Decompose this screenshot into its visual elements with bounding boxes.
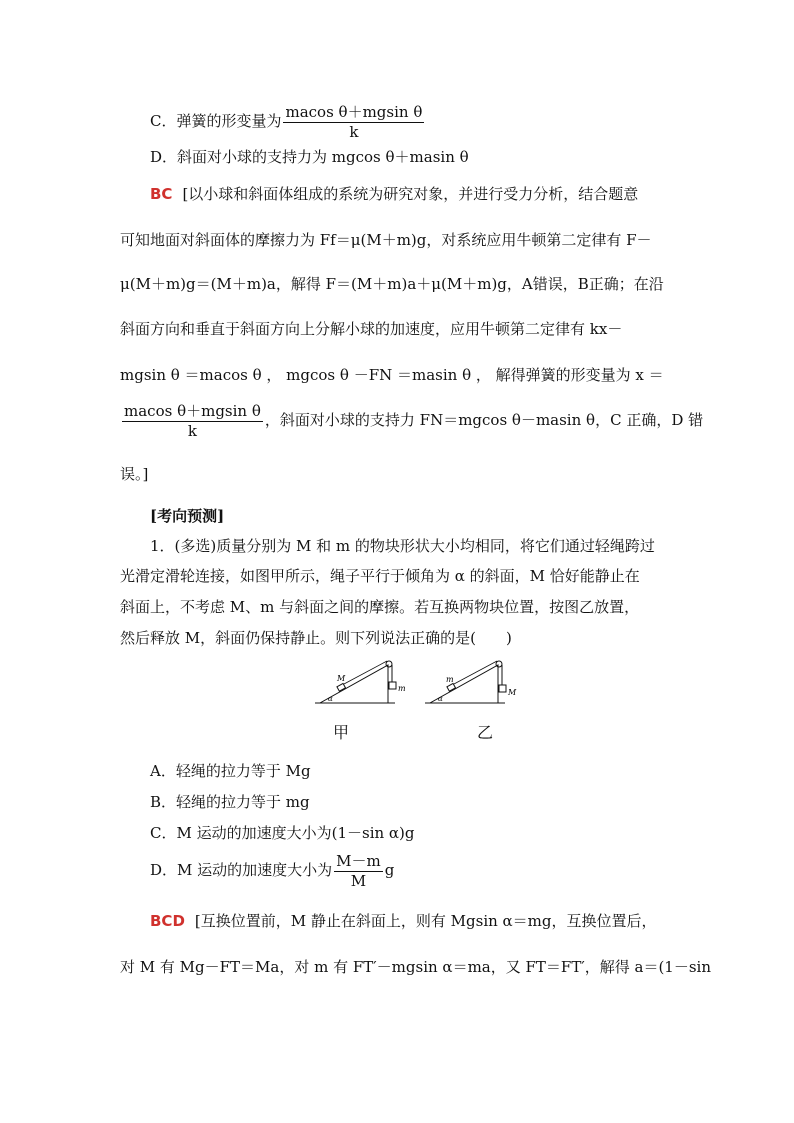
answer2-line-2: 对 M 有 Mg－FT＝Ma，对 m 有 FT′－mgsin α＝ma，又 FT＝FT′，解得 a＝(1－sin: [120, 958, 711, 976]
fraction: [283, 103, 424, 141]
option-c: C．M 运动的加速度大小为(1－sin α)g: [150, 824, 415, 842]
fraction-denominator: k: [349, 123, 359, 141]
answer-line-7: 误。]: [120, 465, 149, 483]
answer-key: BC: [150, 185, 173, 203]
option-b: B．轻绳的拉力等于 mg: [150, 793, 310, 811]
hanging-block: [389, 682, 396, 689]
figure-caption-left: 甲: [333, 723, 350, 742]
label-block-incline: m: [446, 675, 454, 684]
pulley: [496, 661, 502, 667]
fraction-numerator: macos θ＋mgsin θ: [124, 402, 261, 420]
fraction: [122, 402, 263, 440]
answer-line-1: BC [以小球和斜面体组成的系统为研究对象，并进行受力分析，结合题意: [150, 185, 639, 203]
label-block-hanging: M: [508, 688, 517, 697]
fraction-numerator: M－m: [336, 852, 381, 870]
fraction-denominator: M: [350, 872, 367, 890]
answer-line-5: mgsin θ ＝macos θ ， mgcos θ －FN ＝masin θ ， 解得弹簧的形变量为 x ＝: [120, 366, 664, 384]
answer2-line-1: BCD [互换位置前，M 静止在斜面上，则有 Mgsin α＝mg，互换位置后，: [150, 912, 657, 930]
option-d-previous: D．斜面对小球的支持力为 mgcos θ＋masin θ: [150, 148, 469, 166]
label-block-hanging: m: [398, 684, 406, 693]
rope-incline: [454, 661, 497, 684]
figure-caption-right: 乙: [477, 723, 494, 742]
figure-left: [315, 661, 406, 703]
question-line-3: 斜面上，不考虑 M、m 与斜面之间的摩擦。若互换两物块位置，按图乙放置，: [120, 598, 640, 616]
fraction-denominator: k: [187, 422, 197, 440]
option-a: A．轻绳的拉力等于 Mg: [150, 762, 311, 780]
question-line-4: 然后释放 M，斜面仍保持静止。则下列说法正确的是( ): [120, 629, 512, 647]
label-angle: α: [328, 695, 333, 703]
fraction: [334, 852, 383, 890]
answer-line-2: 可知地面对斜面体的摩擦力为 Ff＝μ(M＋m)g，对系统应用牛顿第二定律有 F－: [120, 231, 652, 249]
answer-line-4: 斜面方向和垂直于斜面方向上分解小球的加速度，应用牛顿第二定律有 kx－: [120, 320, 623, 338]
answer-key: BCD: [150, 912, 185, 930]
label-block-incline: M: [337, 674, 346, 683]
question-line-2: 光滑定滑轮连接，如图甲所示，绳子平行于倾角为 α 的斜面，M 恰好能静止在: [120, 567, 640, 585]
figure-right: [425, 661, 517, 703]
option-d: D．M 运动的加速度大小为 $\frac{M-m}{M}$ g: [150, 852, 395, 890]
label-angle: α: [438, 695, 443, 703]
answer-line-3: μ(M＋m)g＝(M＋m)a，解得 F＝(M＋m)a＋μ(M＋m)g，A错误，B正确；在沿: [120, 275, 664, 293]
option-c-previous: C．弹簧的形变量为 $\frac{\text{macos θ＋mgsin θ}}{k}$: [150, 103, 423, 141]
rope-incline: [344, 661, 387, 684]
incline-figures: [310, 655, 540, 710]
fraction-numerator: macos θ＋mgsin θ: [285, 103, 423, 121]
question-line-1: 1．(多选)质量分别为 M 和 m 的物块形状大小均相同，将它们通过轻绳跨过: [150, 537, 655, 555]
section-title: [考向预测]: [150, 507, 225, 525]
pulley: [386, 661, 392, 667]
hanging-block: [499, 685, 506, 692]
answer-line-6: $\frac{\text{macos θ＋mgsin θ}}{k}$ ，斜面对小球的支持力 FN＝mgcos θ－masin θ，C 正确，D 错: [124, 402, 704, 440]
